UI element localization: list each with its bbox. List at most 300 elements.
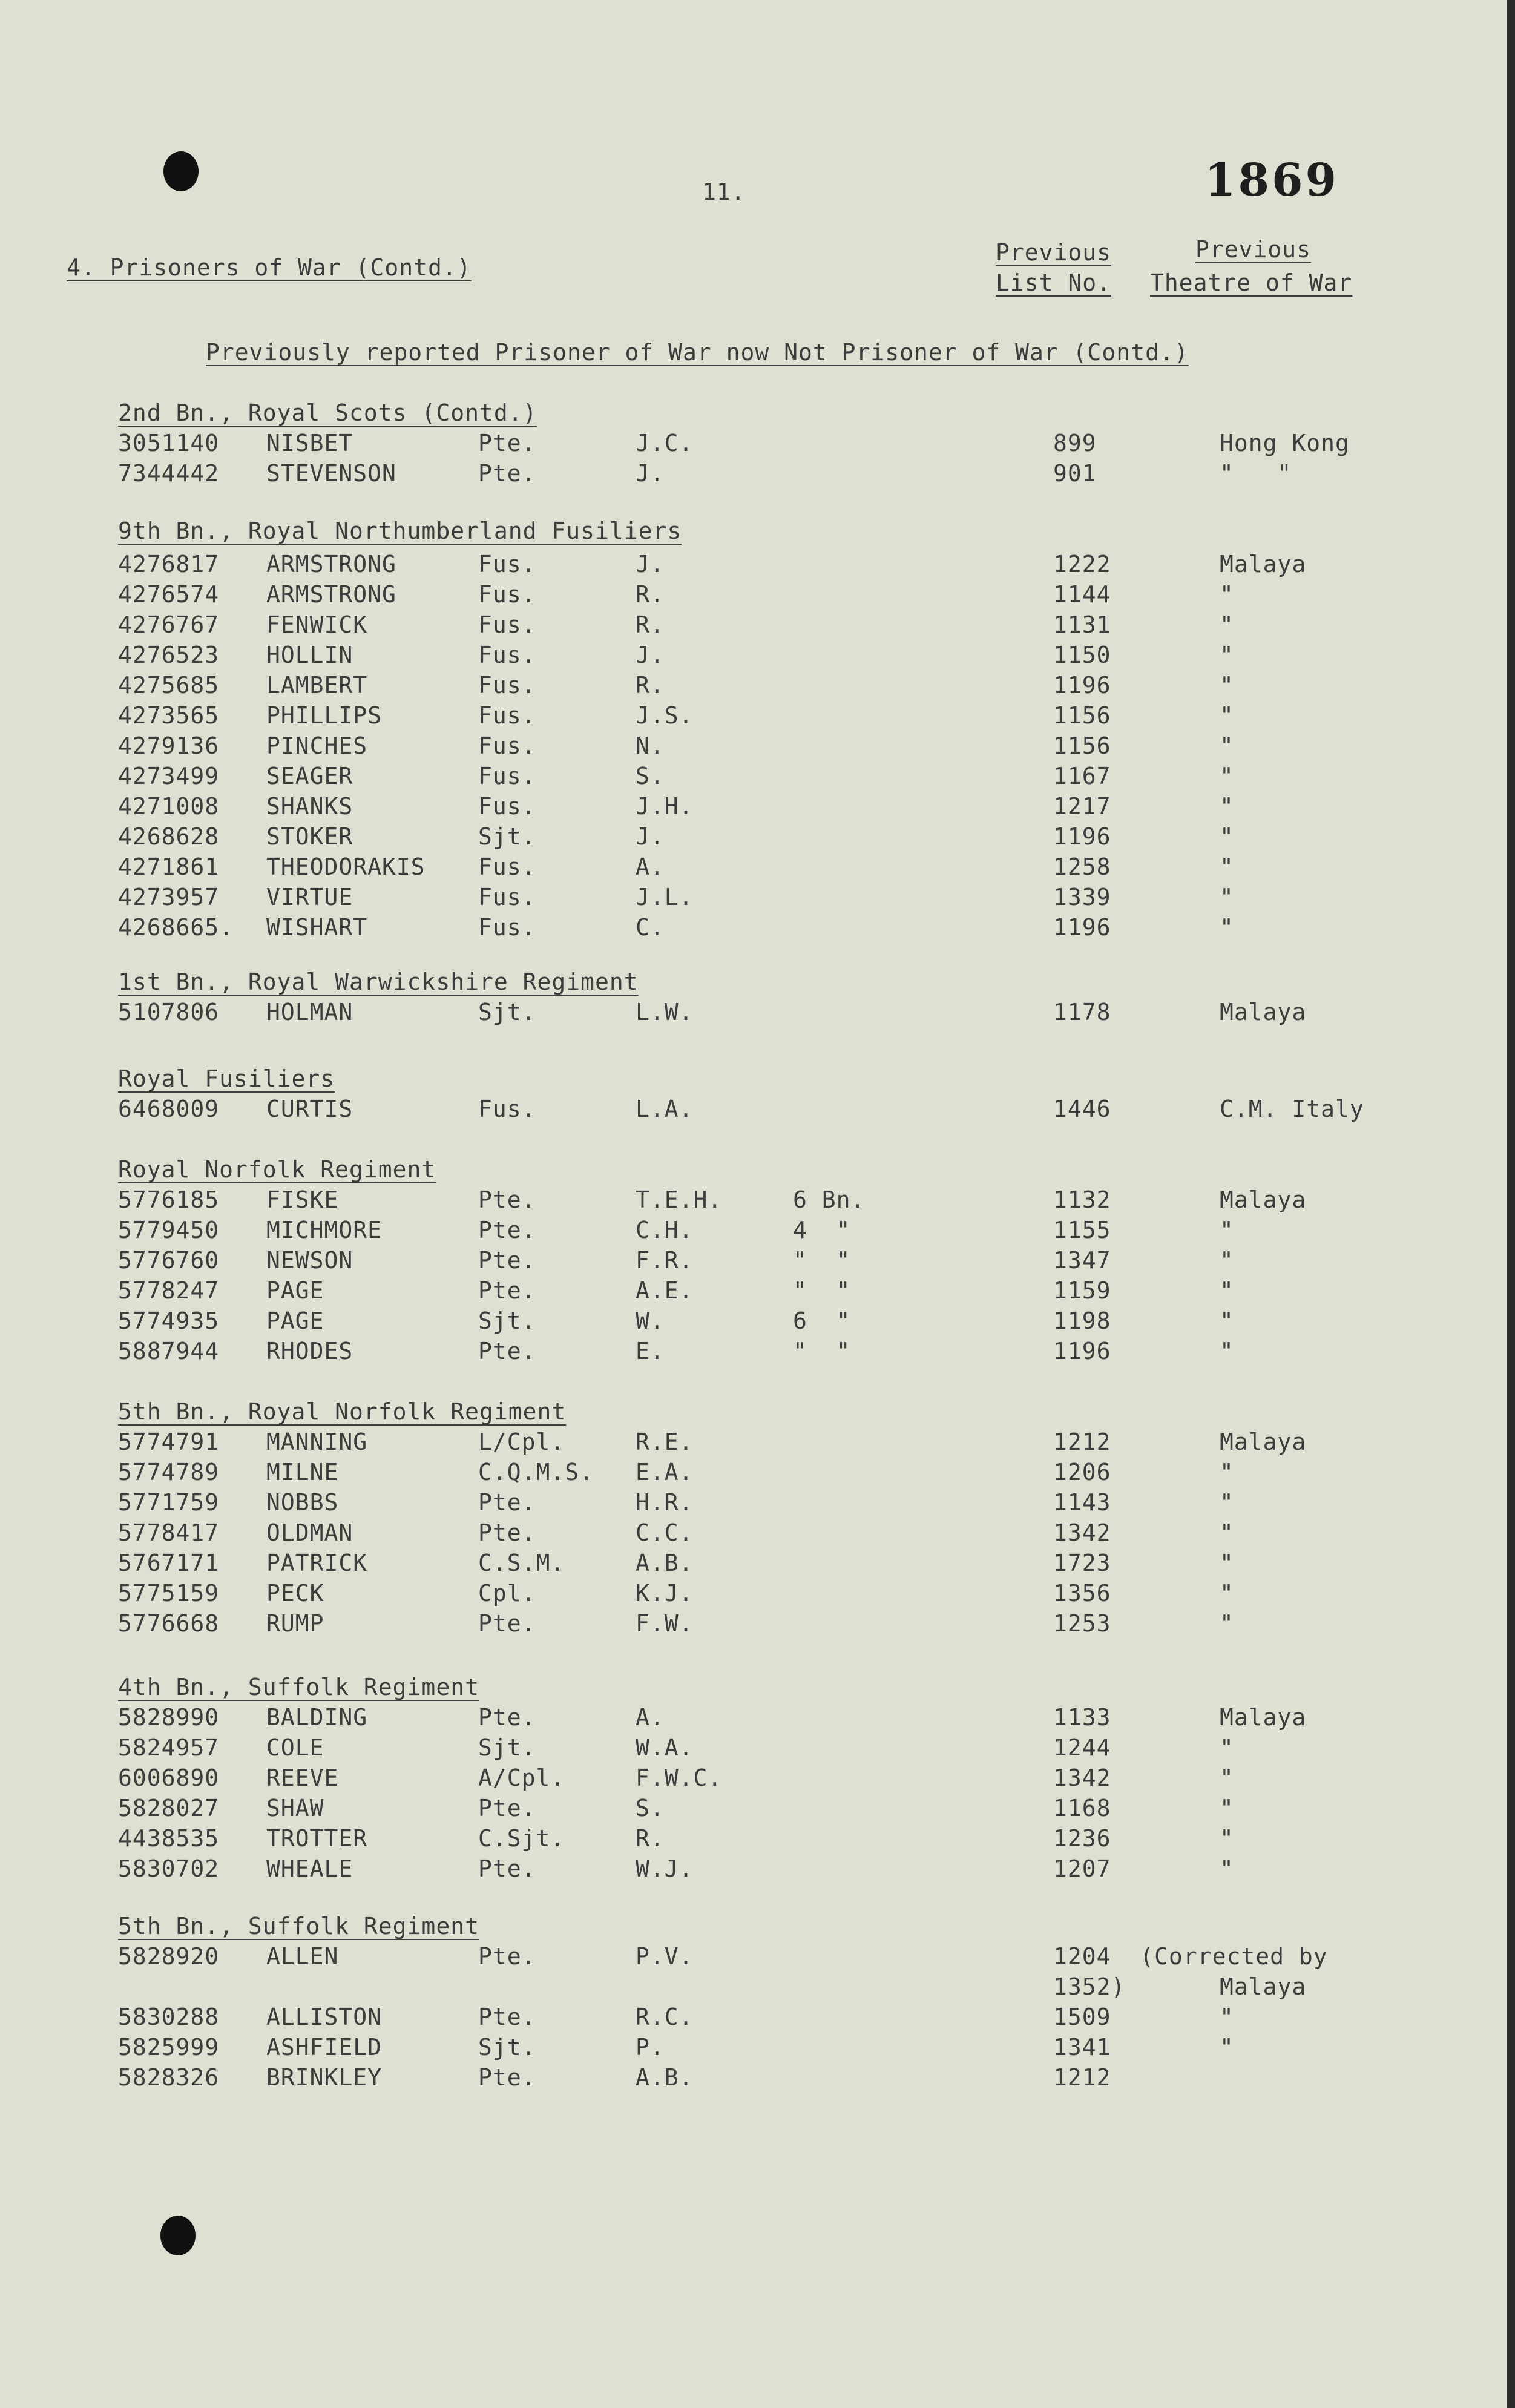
previous-list-no: 899 <box>1053 430 1097 456</box>
previous-theatre: " <box>1220 1825 1234 1852</box>
previous-theatre: Malaya <box>1220 1429 1307 1455</box>
previous-theatre: " <box>1220 1308 1234 1334</box>
previous-theatre: " <box>1220 1765 1234 1791</box>
previous-theatre: " <box>1220 1338 1234 1364</box>
rank: Pte. <box>478 1610 536 1637</box>
record-row <box>0 1610 1507 1639</box>
service-number: 4438535 <box>118 1825 220 1852</box>
service-number: 4276767 <box>118 611 220 638</box>
service-number: 5778247 <box>118 1277 220 1304</box>
initials: F.W. <box>636 1610 694 1637</box>
rank: Sjt. <box>478 1308 536 1334</box>
surname: STOKER <box>266 823 353 850</box>
rank: Pte. <box>478 1795 536 1821</box>
previous-theatre: " <box>1220 914 1234 941</box>
surname: FENWICK <box>266 611 368 638</box>
previous-theatre: " <box>1220 732 1234 759</box>
surname: RHODES <box>266 1338 353 1364</box>
previous-list-no: 1196 <box>1053 672 1111 699</box>
record-row <box>0 460 1507 489</box>
record-row <box>0 2064 1507 2093</box>
record-row <box>0 1338 1507 1367</box>
previous-list-no: 1143 <box>1053 1489 1111 1516</box>
service-number: 6468009 <box>118 1096 220 1122</box>
service-number: 5774935 <box>118 1308 220 1334</box>
service-number: 5887944 <box>118 1338 220 1364</box>
previous-theatre: " <box>1220 1489 1234 1516</box>
initials: J. <box>636 823 665 850</box>
punch-hole-top <box>163 151 199 191</box>
rank: Pte. <box>478 1519 536 1546</box>
initials: C.H. <box>636 1217 694 1243</box>
rank: Fus. <box>478 1096 536 1122</box>
service-number: 5828027 <box>118 1795 220 1821</box>
surname: WHEALE <box>266 1855 353 1882</box>
rank: Pte. <box>478 1338 536 1364</box>
initials: R. <box>636 581 665 608</box>
previous-theatre: " <box>1220 642 1234 668</box>
previous-theatre: Malaya <box>1220 1973 1307 2000</box>
rank: Fus. <box>478 611 536 638</box>
surname: BRINKLEY <box>266 2064 383 2091</box>
initials: A.E. <box>636 1277 694 1304</box>
previous-theatre: " <box>1220 1734 1234 1761</box>
previous-theatre: " <box>1220 854 1234 880</box>
rank: Fus. <box>478 732 536 759</box>
battalion: " " <box>793 1247 851 1274</box>
rank: Fus. <box>478 914 536 941</box>
header-previous-list-line1: Previous <box>996 239 1112 266</box>
previous-theatre: " <box>1220 1580 1234 1607</box>
record-row <box>0 1489 1507 1518</box>
initials: F.W.C. <box>636 1765 723 1791</box>
surname: TROTTER <box>266 1825 368 1852</box>
previous-list-no: 901 <box>1053 460 1097 487</box>
rank: Fus. <box>478 793 536 820</box>
unit-heading: Royal Norfolk Regiment <box>118 1156 436 1183</box>
previous-list-no: 1207 <box>1053 1855 1111 1882</box>
previous-list-no: 1258 <box>1053 854 1111 880</box>
service-number: 5775159 <box>118 1580 220 1607</box>
previous-list-no: 1168 <box>1053 1795 1111 1821</box>
battalion: 6 " <box>793 1308 851 1334</box>
record-row <box>0 1580 1507 1609</box>
record-row <box>0 1247 1507 1276</box>
record-row <box>0 884 1507 913</box>
previous-list-no: 1253 <box>1053 1610 1111 1637</box>
surname: REEVE <box>266 1765 339 1791</box>
initials: R. <box>636 672 665 699</box>
surname: NISBET <box>266 430 353 456</box>
service-number: 5830702 <box>118 1855 220 1882</box>
previous-theatre: Malaya <box>1220 551 1307 577</box>
rank: C.Q.M.S. <box>478 1459 594 1485</box>
previous-list-no: 1156 <box>1053 732 1111 759</box>
service-number: 4271008 <box>118 793 220 820</box>
record-row <box>0 763 1507 792</box>
rank: Fus. <box>478 581 536 608</box>
initials: S. <box>636 763 665 789</box>
previous-theatre: C.M. Italy <box>1220 1096 1364 1122</box>
surname: SHANKS <box>266 793 353 820</box>
surname: BALDING <box>266 1704 368 1731</box>
rank: Sjt. <box>478 823 536 850</box>
surname: PINCHES <box>266 732 368 759</box>
rank: Fus. <box>478 763 536 789</box>
initials: J.C. <box>636 430 694 456</box>
previous-theatre: " <box>1220 1795 1234 1821</box>
surname: WISHART <box>266 914 368 941</box>
previous-theatre: Malaya <box>1220 1186 1307 1213</box>
surname: HOLMAN <box>266 999 353 1025</box>
previous-list-no: 1198 <box>1053 1308 1111 1334</box>
initials: F.R. <box>636 1247 694 1274</box>
initials: R. <box>636 611 665 638</box>
surname: THEODORAKIS <box>266 854 426 880</box>
initials: S. <box>636 1795 665 1821</box>
previous-theatre: " <box>1220 1610 1234 1637</box>
initials: J. <box>636 551 665 577</box>
record-row <box>0 1096 1507 1125</box>
previous-list-no: 1206 <box>1053 1459 1111 1485</box>
record-row <box>0 1308 1507 1337</box>
record-row <box>0 1825 1507 1854</box>
record-row <box>0 854 1507 883</box>
surname: COLE <box>266 1734 324 1761</box>
record-row <box>0 1704 1507 1733</box>
record-row <box>0 611 1507 640</box>
previous-theatre: " <box>1220 823 1234 850</box>
surname: HOLLIN <box>266 642 353 668</box>
record-row <box>0 2034 1507 2063</box>
service-number: 4279136 <box>118 732 220 759</box>
punch-hole-bottom <box>160 2216 196 2255</box>
initials: W.A. <box>636 1734 694 1761</box>
initials: A. <box>636 854 665 880</box>
surname: NEWSON <box>266 1247 353 1274</box>
initials: J.L. <box>636 884 694 910</box>
rank: Fus. <box>478 854 536 880</box>
rank: Pte. <box>478 1217 536 1243</box>
initials: J. <box>636 642 665 668</box>
previous-theatre: " <box>1220 793 1234 820</box>
rank: C.S.M. <box>478 1550 565 1576</box>
previous-theatre: " <box>1220 763 1234 789</box>
initials: P. <box>636 2034 665 2061</box>
initials: C.C. <box>636 1519 694 1546</box>
service-number: 4275685 <box>118 672 220 699</box>
previous-list-no: 1352) <box>1053 1973 1126 2000</box>
rank: Pte. <box>478 430 536 456</box>
record-row <box>0 702 1507 731</box>
previous-theatre: " <box>1220 1519 1234 1546</box>
header-previous-list-line2: List No. <box>996 269 1112 296</box>
initials: R.C. <box>636 2004 694 2030</box>
rank: Pte. <box>478 1943 536 1970</box>
battalion: " " <box>793 1277 851 1304</box>
service-number: 3051140 <box>118 430 220 456</box>
service-number: 5776760 <box>118 1247 220 1274</box>
initials: K.J. <box>636 1580 694 1607</box>
header-previous-theatre-line2: Theatre of War <box>1150 269 1353 296</box>
service-number: 5774789 <box>118 1459 220 1485</box>
rank: Sjt. <box>478 1734 536 1761</box>
previous-list-no: 1144 <box>1053 581 1111 608</box>
service-number: 4271861 <box>118 854 220 880</box>
record-row <box>0 793 1507 822</box>
surname: MANNING <box>266 1429 368 1455</box>
rank: Pte. <box>478 1704 536 1731</box>
previous-list-no: 1159 <box>1053 1277 1111 1304</box>
rank: Pte. <box>478 1855 536 1882</box>
rank: Fus. <box>478 551 536 577</box>
surname: PHILLIPS <box>266 702 383 729</box>
previous-list-no: 1446 <box>1053 1096 1111 1122</box>
surname: ALLEN <box>266 1943 339 1970</box>
previous-theatre: " <box>1220 1855 1234 1882</box>
unit-heading: 4th Bn., Suffolk Regiment <box>118 1674 479 1700</box>
initials: P.V. <box>636 1943 694 1970</box>
initials: L.W. <box>636 999 694 1025</box>
previous-list-no: 1339 <box>1053 884 1111 910</box>
surname: PAGE <box>266 1308 324 1334</box>
previous-theatre: " <box>1220 884 1234 910</box>
record-row <box>0 2004 1507 2033</box>
surname: SEAGER <box>266 763 353 789</box>
previous-list-no: 1342 <box>1053 1765 1111 1791</box>
service-number: 5778417 <box>118 1519 220 1546</box>
initials: A. <box>636 1704 665 1731</box>
record-row <box>0 823 1507 852</box>
previous-list-no: 1132 <box>1053 1186 1111 1213</box>
service-number: 5824957 <box>118 1734 220 1761</box>
initials: J.S. <box>636 702 694 729</box>
document-number: 1869 <box>1204 154 1339 206</box>
previous-list-no: 1133 <box>1053 1704 1111 1731</box>
record-row <box>0 1943 1507 1972</box>
rank: Pte. <box>478 1489 536 1516</box>
previous-list-no: 1155 <box>1053 1217 1111 1243</box>
previous-list-no: 1196 <box>1053 1338 1111 1364</box>
record-row <box>0 1765 1507 1794</box>
service-number: 5107806 <box>118 999 220 1025</box>
service-number: 4276574 <box>118 581 220 608</box>
record-row <box>0 1734 1507 1763</box>
rank: Pte. <box>478 1277 536 1304</box>
service-number: 4268628 <box>118 823 220 850</box>
record-row <box>0 1519 1507 1548</box>
record-row <box>0 1550 1507 1579</box>
surname: FISKE <box>266 1186 339 1213</box>
record-row <box>0 672 1507 701</box>
service-number: 5771759 <box>118 1489 220 1516</box>
previous-theatre: " <box>1220 1247 1234 1274</box>
record-row <box>0 1429 1507 1458</box>
rank: Fus. <box>478 642 536 668</box>
previous-list-no: 1178 <box>1053 999 1111 1025</box>
initials: E.A. <box>636 1459 694 1485</box>
previous-list-no: 1212 <box>1053 2064 1111 2091</box>
initials: N. <box>636 732 665 759</box>
record-row <box>0 1186 1507 1216</box>
previous-list-no: 1222 <box>1053 551 1111 577</box>
previous-list-no: 1236 <box>1053 1825 1111 1852</box>
previous-list-no: 1131 <box>1053 611 1111 638</box>
previous-theatre: " <box>1220 1277 1234 1304</box>
initials: A.B. <box>636 1550 694 1576</box>
previous-list-no: 1196 <box>1053 823 1111 850</box>
rank: Fus. <box>478 884 536 910</box>
service-number: 4268665. <box>118 914 234 941</box>
service-number: 5779450 <box>118 1217 220 1243</box>
initials: W.J. <box>636 1855 694 1882</box>
surname: MILNE <box>266 1459 339 1485</box>
service-number: 6006890 <box>118 1765 220 1791</box>
previous-theatre: " <box>1220 672 1234 699</box>
service-number: 4273565 <box>118 702 220 729</box>
previous-theatre: " " <box>1220 460 1292 487</box>
initials: R. <box>636 1825 665 1852</box>
surname: NOBBS <box>266 1489 339 1516</box>
header-previous-theatre-line1: Previous <box>1195 236 1312 263</box>
surname: STEVENSON <box>266 460 396 487</box>
rank: Pte. <box>478 460 536 487</box>
service-number: 5828920 <box>118 1943 220 1970</box>
previous-theatre: Malaya <box>1220 999 1307 1025</box>
previous-list-no: 1150 <box>1053 642 1111 668</box>
previous-theatre: " <box>1220 2034 1234 2061</box>
previous-theatre: " <box>1220 611 1234 638</box>
surname: PATRICK <box>266 1550 368 1576</box>
previous-list-no: 1204 (Corrected by <box>1053 1943 1328 1970</box>
previous-list-no: 1217 <box>1053 793 1111 820</box>
rank: Pte. <box>478 2064 536 2091</box>
initials: J.H. <box>636 793 694 820</box>
previous-theatre: Hong Kong <box>1220 430 1350 456</box>
surname: ALLISTON <box>266 2004 383 2030</box>
previous-list-no: 1196 <box>1053 914 1111 941</box>
surname: ASHFIELD <box>266 2034 383 2061</box>
initials: T.E.H. <box>636 1186 723 1213</box>
record-row <box>0 914 1507 943</box>
surname: LAMBERT <box>266 672 368 699</box>
service-number: 5774791 <box>118 1429 220 1455</box>
previous-list-no: 1341 <box>1053 2034 1111 2061</box>
service-number: 5825999 <box>118 2034 220 2061</box>
subtitle: Previously reported Prisoner of War now Not Prisoner of War (Contd.) <box>206 339 1189 366</box>
previous-list-no: 1356 <box>1053 1580 1111 1607</box>
record-row <box>0 999 1507 1028</box>
unit-heading: 5th Bn., Royal Norfolk Regiment <box>118 1398 567 1425</box>
page-edge <box>1507 0 1515 2408</box>
unit-heading: Royal Fusiliers <box>118 1065 335 1092</box>
rank: Fus. <box>478 702 536 729</box>
record-row <box>0 1973 1507 2002</box>
rank: Sjt. <box>478 999 536 1025</box>
rank: C.Sjt. <box>478 1825 565 1852</box>
previous-theatre: Malaya <box>1220 1704 1307 1731</box>
service-number: 5776668 <box>118 1610 220 1637</box>
previous-list-no: 1212 <box>1053 1429 1111 1455</box>
rank: A/Cpl. <box>478 1765 565 1791</box>
previous-list-no: 1156 <box>1053 702 1111 729</box>
previous-list-no: 1723 <box>1053 1550 1111 1576</box>
surname: SHAW <box>266 1795 324 1821</box>
service-number: 4276817 <box>118 551 220 577</box>
surname: ARMSTRONG <box>266 551 396 577</box>
previous-list-no: 1244 <box>1053 1734 1111 1761</box>
service-number: 5828990 <box>118 1704 220 1731</box>
unit-heading: 2nd Bn., Royal Scots (Contd.) <box>118 400 537 426</box>
initials: H.R. <box>636 1489 694 1516</box>
previous-list-no: 1342 <box>1053 1519 1111 1546</box>
service-number: 5830288 <box>118 2004 220 2030</box>
rank: Pte. <box>478 1247 536 1274</box>
surname: RUMP <box>266 1610 324 1637</box>
surname: PECK <box>266 1580 324 1607</box>
record-row <box>0 1795 1507 1824</box>
initials: L.A. <box>636 1096 694 1122</box>
unit-heading: 9th Bn., Royal Northumberland Fusiliers <box>118 518 682 544</box>
initials: A.B. <box>636 2064 694 2091</box>
surname: ARMSTRONG <box>266 581 396 608</box>
service-number: 7344442 <box>118 460 220 487</box>
previous-theatre: " <box>1220 1459 1234 1485</box>
record-row <box>0 1855 1507 1884</box>
initials: W. <box>636 1308 665 1334</box>
record-row <box>0 1459 1507 1488</box>
previous-list-no: 1167 <box>1053 763 1111 789</box>
service-number: 4273957 <box>118 884 220 910</box>
rank: Pte. <box>478 1186 536 1213</box>
record-row <box>0 551 1507 580</box>
previous-theatre: " <box>1220 702 1234 729</box>
surname: OLDMAN <box>266 1519 353 1546</box>
rank: L/Cpl. <box>478 1429 565 1455</box>
service-number: 4273499 <box>118 763 220 789</box>
unit-heading: 5th Bn., Suffolk Regiment <box>118 1913 479 1939</box>
surname: VIRTUE <box>266 884 353 910</box>
initials: R.E. <box>636 1429 694 1455</box>
previous-theatre: " <box>1220 581 1234 608</box>
page-number: 11. <box>702 179 746 205</box>
previous-theatre: " <box>1220 1217 1234 1243</box>
service-number: 5828326 <box>118 2064 220 2091</box>
section-title: 4. Prisoners of War (Contd.) <box>67 254 472 281</box>
service-number: 5776185 <box>118 1186 220 1213</box>
surname: CURTIS <box>266 1096 353 1122</box>
surname: PAGE <box>266 1277 324 1304</box>
surname: MICHMORE <box>266 1217 383 1243</box>
record-row <box>0 732 1507 762</box>
unit-heading: 1st Bn., Royal Warwickshire Regiment <box>118 969 639 995</box>
initials: E. <box>636 1338 665 1364</box>
record-row <box>0 430 1507 459</box>
initials: C. <box>636 914 665 941</box>
rank: Cpl. <box>478 1580 536 1607</box>
initials: J. <box>636 460 665 487</box>
rank: Sjt. <box>478 2034 536 2061</box>
service-number: 5767171 <box>118 1550 220 1576</box>
record-row <box>0 1217 1507 1246</box>
battalion: 6 Bn. <box>793 1186 866 1213</box>
battalion: 4 " <box>793 1217 851 1243</box>
previous-list-no: 1347 <box>1053 1247 1111 1274</box>
record-row <box>0 642 1507 671</box>
rank: Pte. <box>478 2004 536 2030</box>
previous-theatre: " <box>1220 1550 1234 1576</box>
previous-theatre: " <box>1220 2004 1234 2030</box>
